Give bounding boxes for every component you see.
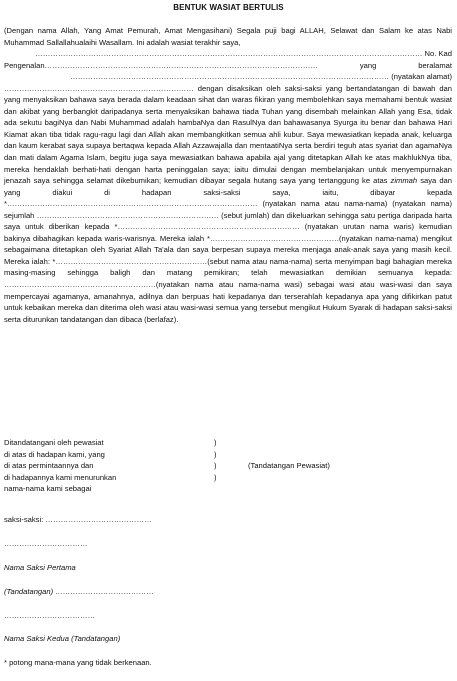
signature-block xyxy=(4,437,452,495)
after-zimmah-text: saya dan yang diakui di hadapan saksi-saksi saya, iaitu, dibayar kepada *……………………………………………………………………………………… (nyatakan nama atau nama-nama) (nyatakan nama) sejumlah ……………………………………………………………… (sebut jumlah) dan dikeluarkan sehingga satu pertiga daripada harta saya untuk diberikan kepada *……………………………………………………………… (nyatakan urutan nama waris) kemudian bakinya dibahagikan kepada waris-warisnya. Mereka ialah *……………………………………………(nyatakan nama-nama) mengikut sebagaimana ditetapkan oleh Syariat Allah Ta'ala dan saya berpesan supaya mereka menjaga anak-anak saya yang masih kecil. Mereka ialah: *……………………………………………………(sebut nama atau nama-nama) serta menyimpan bagi bahagian mereka masing-masing sehingga baligh dan matang pemikiran; telah mewasiatkan demikian semuanya kepada: ……………………………………………………(nyatakan nama atau nama-nama wasi) sebagai wasi atau wasi-wasi dan saya mempercayai agamanya, amanahnya, adilnya dan berpuas hati kepadanya dan terserahlah kepadanya apa yang difikirkan patut untuk kebaikan mereka dan diterima oleh wasi atau wasi-wasi semua yang tersebut mengikut Hukum Syarak di hadapan saksi-saksi serta diturunkan tandatangan dan dibaca (berlafaz). xyxy=(4,176,452,324)
signature-line: Ditandatangani oleh pewasiat xyxy=(4,438,104,447)
first-witness-name-line: …………………………… xyxy=(4,539,88,548)
main-paragraph xyxy=(4,83,452,325)
signature-line: di atas permintaannya dan xyxy=(4,461,94,471)
signature-row xyxy=(4,437,452,449)
signature-paren: ) xyxy=(214,461,217,471)
document-title: BENTUK WASIAT BERTULIS xyxy=(173,3,284,12)
will-body xyxy=(4,25,452,325)
first-witness-signature-label: (Tandatangan) ………………………………… xyxy=(4,587,154,596)
nyatakan-alamat-line: ……………………………………………………………………………………………………………… (nyatakan alamat) xyxy=(70,72,452,82)
signature-paren: ) xyxy=(214,449,217,459)
saksi-label: saksi-saksi: …………………………………… xyxy=(4,515,152,524)
second-witness-name-line: ……………………………… xyxy=(4,611,96,620)
second-witness-name-label: Nama Saksi Kedua (Tandatangan) xyxy=(4,634,121,643)
signature-line: di hadapannya kami menurunkan xyxy=(4,472,117,482)
no-kad-line: ……………………………………………………………………………………………………………………………………… No. Kad xyxy=(35,49,452,59)
signature-line: di atas di hadapan kami, yang xyxy=(4,449,105,459)
main-paragraph-text: ………………………………………………………………… dengan disaksikan oleh saksi-saksi yang bertandatangan di bawah dan yang menyaksikan bahawa saya berada dalam keadaan sihat dan waras fikiran yang membolehkan saya memahami bentuk wasiat dan akibat yang berbangkit daripadanya serta menyaksikan bahawa tiada Tuhan yang disembah melainkan Allah yang Esa, tidak ada sekutu bagiNya dan Nabi Muhammad adalah hambaNya dan RasulNya dan bahawasanya Syurga itu benar dan bahawa Hari Kiamat akan tiba tidak ragu-ragu lagi dan Allah akan membangkitkan semua ahli kubur. Saya mewasiatkan kepada anak, keluarga dan kaum kerabat saya supaya bertaqwa kepada Allah Azzawajalla dan mentaatiNya serta berdiri teguh atas syariat dan agamaNya dan mati dalam Agama Islam, begitu juga saya mewasiatkan bahawa apabila ajal yang ditetapkan Allah ke atas makhlukNya tiba, mereka hendaklah berhati-hati dengan harta peninggalan saya; iaitu dimulai dengan membelanjakan untuk menyempurnakan jenazah saya sehingga selamat dikebumikan; kemudian dibayar segala hutang saya yang tertanggung ke atas xyxy=(4,83,452,186)
footnote: * potong mana-mana yang tidak berkenaan. xyxy=(4,658,152,667)
signature-line: nama-nama kami sebagai xyxy=(4,484,92,494)
signature-row xyxy=(4,460,452,472)
signature-row xyxy=(4,472,452,484)
zimmah-word: zimmah xyxy=(390,176,418,186)
signature-paren: ) xyxy=(214,438,217,447)
first-witness-signature-line xyxy=(4,586,452,597)
first-witness-name-label: Nama Saksi Pertama xyxy=(4,563,76,572)
signature-paren: ) xyxy=(214,472,217,482)
signature-row xyxy=(4,449,452,461)
opening-paragraph: (Dengan nama Allah, Yang Amat Pemurah, Amat Mengasihani) Segala puji bagi ALLAH, Selawat dan Salam ke atas Nabi Muhammad Sallallahualaihi Wasallam. Ini adalah wasiat terakhir saya, xyxy=(4,26,452,47)
signature-row xyxy=(4,483,452,495)
pewasiat-signature-label: (Tandatangan Pewasiat) xyxy=(248,461,330,471)
pengenalan-line: Pengenalan……………………………………………………………………………………………… yang beralamat xyxy=(4,60,452,70)
